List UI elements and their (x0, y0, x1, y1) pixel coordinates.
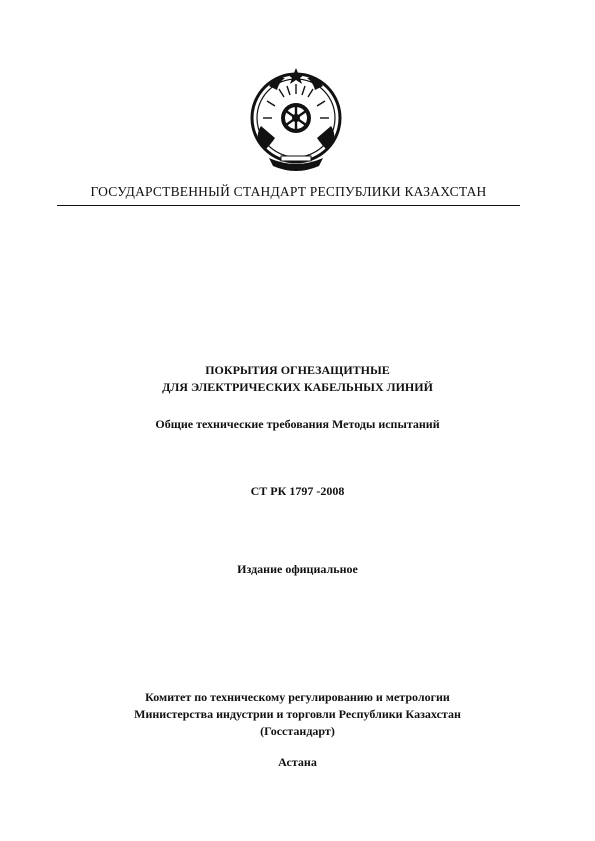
document-title-line-2: ДЛЯ ЭЛЕКТРИЧЕСКИХ КАБЕЛЬНЫХ ЛИНИЙ (162, 380, 433, 394)
document-subtitle: Общие технические требования Методы испытаний (155, 417, 440, 431)
organization-line-2: Министерства индустрии и торговли Республики Казахстан (134, 707, 461, 721)
standard-header: ГОСУДАРСТВЕННЫЙ СТАНДАРТ РЕСПУБЛИКИ КАЗАХСТАН (90, 184, 487, 199)
document-title-line-1: ПОКРЫТИЯ ОГНЕЗАЩИТНЫЕ (205, 363, 390, 377)
state-emblem-icon (241, 66, 351, 176)
header-divider (57, 205, 520, 206)
edition-label: Издание официальное (237, 562, 358, 576)
organization-line-1: Комитет по техническому регулированию и метрологии (145, 690, 450, 704)
organization-line-3: (Госстандарт) (260, 724, 335, 738)
standard-designation: СТ РК 1797 -2008 (250, 484, 345, 498)
city-name: Астана (278, 755, 317, 769)
